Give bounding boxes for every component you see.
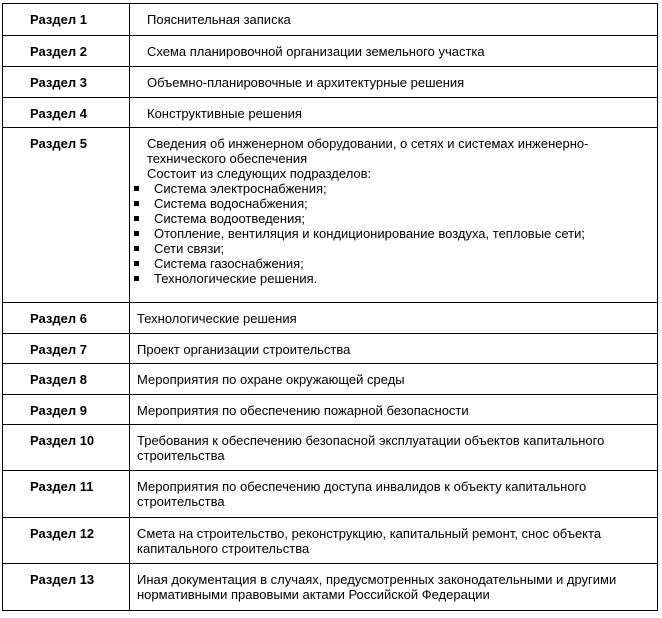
section-label: Раздел 9	[3, 395, 130, 425]
square-bullet-icon	[134, 186, 139, 191]
section-label: Раздел 7	[3, 334, 130, 364]
list-item: Сети связи;	[131, 241, 649, 256]
section-description: Требования к обеспечению безопасной эксплуатации объектов капитального строительства	[130, 425, 658, 471]
list-item: Система водоснабжения;	[131, 196, 649, 211]
table-row	[3, 67, 658, 98]
section-description: Проект организации строительства	[130, 334, 658, 364]
table-row	[3, 36, 658, 67]
section-label: Раздел 8	[3, 364, 130, 395]
section-description: Мероприятия по обеспечению доступа инвалидов к объекту капитального строительства	[130, 471, 658, 518]
table-row	[3, 303, 658, 334]
list-item: Отопление, вентиляция и кондиционирование воздуха, тепловые сети;	[131, 226, 649, 241]
section-label: Раздел 5	[3, 128, 130, 303]
table-row	[3, 334, 658, 364]
section-description: Иная документация в случаях, предусмотренных законодательными и другими нормативными правовыми актами Российской Федерации	[130, 564, 658, 611]
square-bullet-icon	[134, 261, 139, 266]
list-item: Система газоснабжения;	[131, 256, 649, 271]
section-description: Объемно-планировочные и архитектурные решения	[130, 67, 658, 98]
table-row	[3, 98, 658, 128]
subsections-heading: Состоит из следующих подразделов:	[147, 166, 372, 181]
section-label: Раздел 4	[3, 98, 130, 128]
section-description-block	[130, 128, 658, 303]
square-bullet-icon	[134, 276, 139, 281]
section-description: Схема планировочной организации земельного участка	[130, 36, 658, 67]
square-bullet-icon	[134, 216, 139, 221]
list-item: Система водоотведения;	[131, 211, 649, 226]
table-row	[3, 518, 658, 564]
square-bullet-icon	[134, 231, 139, 236]
section-description: Смета на строительство, реконструкцию, капитальный ремонт, снос объекта капитального строительства	[130, 518, 658, 564]
section-label: Раздел 12	[3, 518, 130, 564]
sections-table	[2, 3, 658, 611]
section-label: Раздел 10	[3, 425, 130, 471]
square-bullet-icon	[134, 246, 139, 251]
section-label: Раздел 6	[3, 303, 130, 334]
subsection-list	[147, 181, 649, 286]
square-bullet-icon	[134, 201, 139, 206]
table-row	[3, 471, 658, 518]
table-row	[3, 425, 658, 471]
table-row	[3, 395, 658, 425]
section-description: Конструктивные решения	[130, 98, 658, 128]
section-label: Раздел 1	[3, 4, 130, 36]
section-description: Сведения об инженерном оборудовании, о сетях и системах инженерно-технического обеспечения	[147, 136, 589, 166]
section-label: Раздел 2	[3, 36, 130, 67]
list-item: Система электроснабжения;	[131, 181, 649, 196]
section-label: Раздел 11	[3, 471, 130, 518]
table-row	[3, 4, 658, 36]
table-row	[3, 364, 658, 395]
table-row	[3, 128, 658, 303]
section-label: Раздел 13	[3, 564, 130, 611]
section-description: Технологические решения	[130, 303, 658, 334]
list-item: Технологические решения.	[131, 271, 649, 286]
section-description: Мероприятия по обеспечению пожарной безопасности	[130, 395, 658, 425]
section-label: Раздел 3	[3, 67, 130, 98]
section-description: Мероприятия по охране окружающей среды	[130, 364, 658, 395]
section-description: Пояснительная записка	[130, 4, 658, 36]
table-row	[3, 564, 658, 611]
